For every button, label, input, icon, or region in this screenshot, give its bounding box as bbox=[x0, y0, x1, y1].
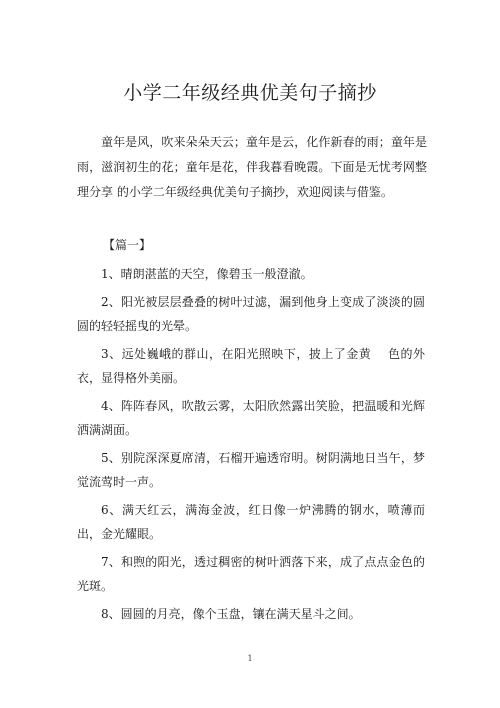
list-item: 8、圆圆的月亮，像个玉盘，镶在满天星斗之间。 bbox=[101, 607, 361, 621]
list-item: 6、满天红云，满海金波，红日像一炉沸腾的钢水，喷薄而出，金光耀眼。 bbox=[77, 503, 425, 541]
list-item: 2、阳光被层层叠叠的树叶过滤，漏到他身上变成了淡淡的圆圆的轻轻摇曳的光晕。 bbox=[77, 295, 425, 333]
list-item: 4、阵阵春风，吹散云雾，太阳欣然露出笑脸，把温暖和光辉洒满湖面。 bbox=[77, 399, 425, 437]
list-item: 1、晴朗湛蓝的天空，像碧玉一般澄澈。 bbox=[101, 267, 313, 281]
page-number: 1 bbox=[247, 654, 253, 663]
section-label: 【篇一】 bbox=[103, 238, 152, 252]
intro-paragraph: 童年是风，吹来朵朵天云；童年是云，化作新春的雨；童年是雨，滋润初生的花；童年是花，伴我暮看晚霞。下面是无忧考网整理分享 的小学二年级经典优美句子摘抄，欢迎阅读与借鉴。 bbox=[77, 135, 427, 199]
list-item: 7、和煦的阳光，透过稠密的树叶洒落下来，成了点点金色的光斑。 bbox=[77, 555, 425, 593]
list-item: 3、远处巍峨的群山，在阳光照映下，披上了金黄 色的外衣，显得格外美丽。 bbox=[77, 347, 425, 385]
list-item: 5、别院深深夏席清，石榴开遍透帘明。树阴满地日当午，梦觉流莺时一声。 bbox=[77, 451, 425, 489]
page-title: 小学二年级经典优美句子摘抄 bbox=[123, 82, 377, 104]
